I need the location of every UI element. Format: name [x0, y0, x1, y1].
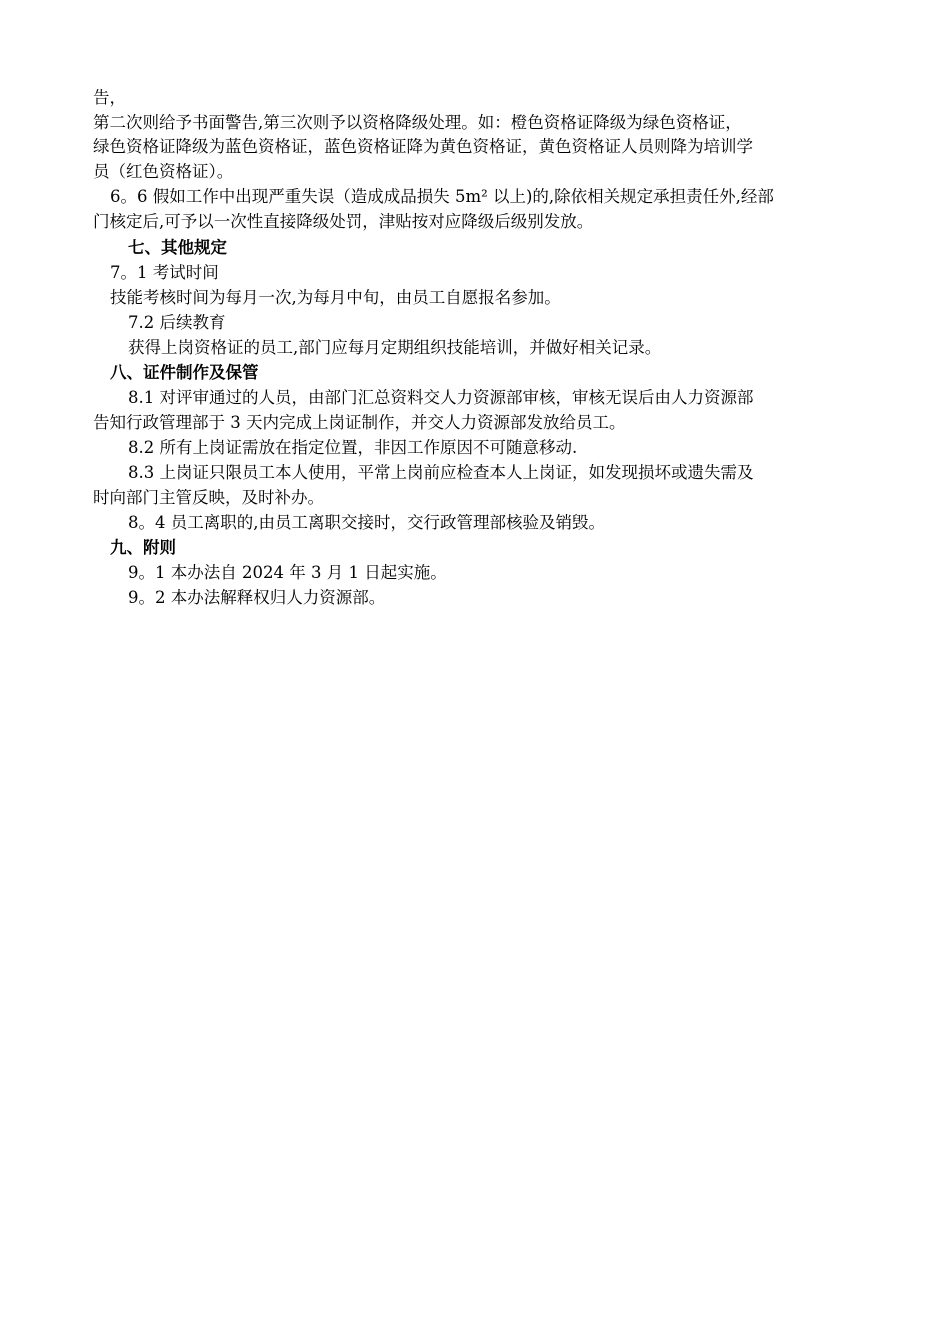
paragraph-line: 第二次则给予书面警告,第三次则予以资格降级处理。如：橙色资格证降级为绿色资格证， — [93, 113, 742, 132]
item-7-1-text: 技能考核时间为每月一次,为每月中旬，由员工自愿报名参加。 — [110, 288, 561, 307]
item-8-3-line2: 时向部门主管反映，及时补办。 — [93, 488, 324, 507]
item-8-4: 8。4 员工离职的,由员工离职交接时，交行政管理部核验及销毁。 — [128, 513, 605, 532]
item-6-6-line1: 6。6 假如工作中出现严重失误（造成成品损失 5m² 以上)的,除依相关规定承担责任外,经部 — [110, 187, 774, 206]
item-7-1-title: 7。1 考试时间 — [110, 263, 219, 282]
item-9-1: 9。1 本办法自 2024 年 3 月 1 日起实施。 — [128, 563, 447, 582]
paragraph-line: 员（红色资格证）。 — [93, 162, 234, 181]
paragraph-continuation-line: 告， — [93, 88, 126, 107]
item-6-6-line2: 门核定后,可予以一次性直接降级处罚，津贴按对应降级后级别发放。 — [93, 212, 594, 231]
section-heading-9: 九、附则 — [110, 538, 176, 557]
paragraph-line: 绿色资格证降级为蓝色资格证，蓝色资格证降为黄色资格证，黄色资格证人员则降为培训学 — [93, 137, 753, 156]
item-8-3-line1: 8.3 上岗证只限员工本人使用，平常上岗前应检查本人上岗证，如发现损坏或遗失需及 — [128, 463, 754, 482]
item-7-2-title: 7.2 后续教育 — [128, 313, 226, 332]
section-heading-7: 七、其他规定 — [128, 238, 227, 257]
item-8-1-line1: 8.1 对评审通过的人员，由部门汇总资料交人力资源部审核，审核无误后由人力资源部 — [128, 388, 754, 407]
item-8-1-line2: 告知行政管理部于 3 天内完成上岗证制作，并交人力资源部发放给员工。 — [93, 413, 626, 432]
item-8-2: 8.2 所有上岗证需放在指定位置，非因工作原因不可随意移动. — [128, 438, 578, 457]
item-9-2: 9。2 本办法解释权归人力资源部。 — [128, 588, 386, 607]
section-heading-8: 八、证件制作及保管 — [110, 363, 259, 382]
item-7-2-text: 获得上岗资格证的员工,部门应每月定期组织技能培训，并做好相关记录。 — [128, 338, 662, 357]
